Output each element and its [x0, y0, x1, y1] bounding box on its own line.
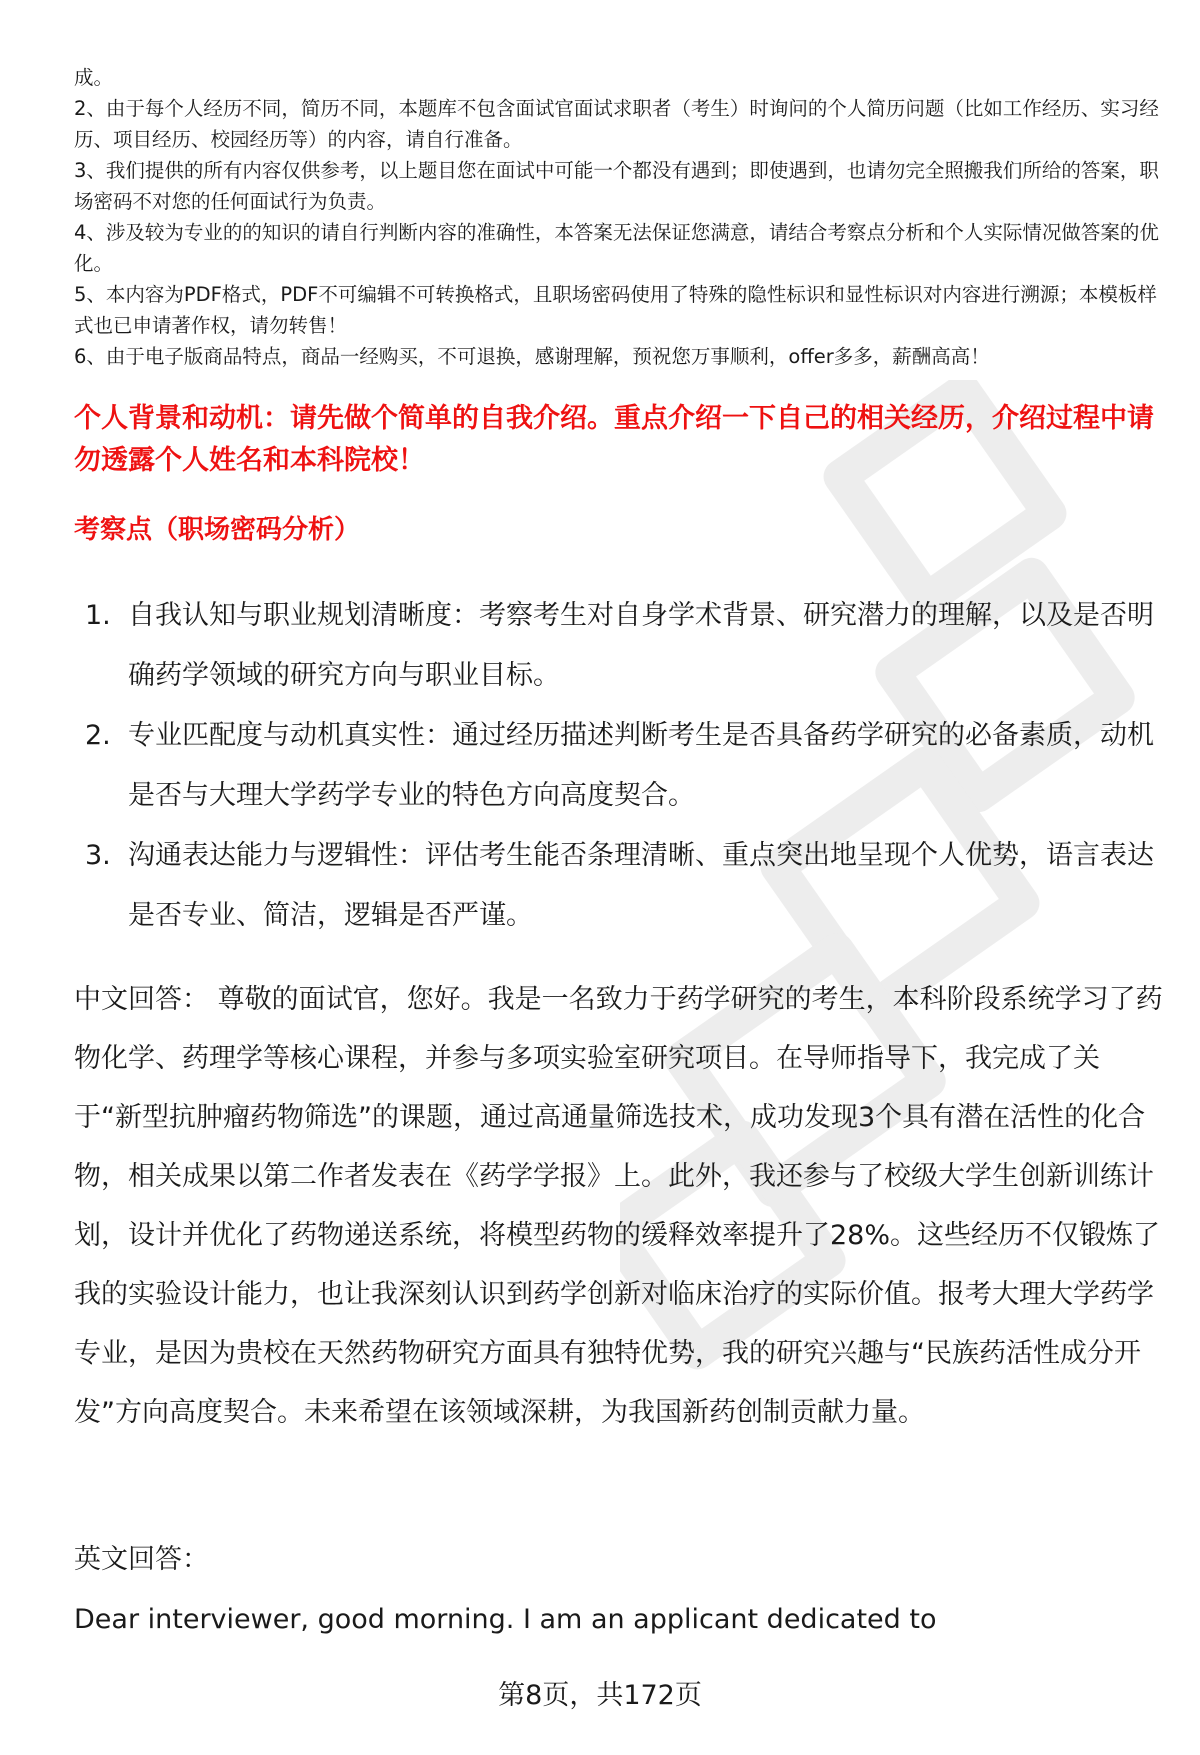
note-line: 6、由于电子版商品特点，商品一经购买，不可退换，感谢理解，预祝您万事顺利，offer多多，薪酬高高！: [74, 345, 990, 368]
list-item-text: 沟通表达能力与逻辑性：评估考生能否条理清晰、重点突出地呈现个人优势，语言表达是否专业、简洁，逻辑是否严谨。: [128, 840, 1154, 931]
list-item-number: 3.: [85, 840, 111, 871]
section-title: 考察点（职场密码分析）: [74, 515, 361, 545]
note-line: 2、由于每个人经历不同，简历不同，本题库不包含面试官面试求职者（考生）时询问的个人简历问题（比如工作经历、实习经历、项目经历、校园经历等）的内容，请自行准备。: [74, 97, 1159, 151]
question-heading: 个人背景和动机：请先做个简单的自我介绍。重点介绍一下自己的相关经历，介绍过程中请勿透露个人姓名和本科院校！: [74, 403, 1154, 476]
list-item-text: 自我认知与职业规划清晰度：考察考生对自身学术背景、研究潜力的理解，以及是否明确药学领域的研究方向与职业目标。: [128, 600, 1154, 691]
list-item-text: 专业匹配度与动机真实性：通过经历描述判断考生是否具备药学研究的必备素质，动机是否与大理大学药学专业的特色方向高度契合。: [128, 720, 1154, 811]
note-line: 成。: [74, 66, 114, 89]
page-footer: 第8页，共172页: [498, 1680, 702, 1711]
list-item-number: 1.: [85, 600, 111, 631]
list-item: [74, 826, 1164, 946]
note-line: 4、涉及较为专业的的知识的请自行判断内容的准确性，本答案无法保证您满意，请结合考察点分析和个人实际情况做答案的优化。: [74, 221, 1159, 275]
note-line: 5、本内容为PDF格式，PDF不可编辑不可转换格式，且职场密码使用了特殊的隐性标识和显性标识对内容进行溯源；本模板样式也已申请著作权，请勿转售！: [74, 283, 1157, 337]
chinese-answer: 中文回答： 尊敬的面试官，您好。我是一名致力于药学研究的考生，本科阶段系统学习了药物化学、药理学等核心课程，并参与多项实验室研究项目。在导师指导下，我完成了关于“新型抗肿瘤药物筛选”的课题，通过高通量筛选技术，成功发现3个具有潜在活性的化合物，相关成果以第二作者发表在《药学学报》上。此外，我还参与了校级大学生创新训练计划，设计并优化了药物递送系统，将模型药物的缓释效率提升了28%。这些经历不仅锻炼了我的实验设计能力，也让我深刻认识到药学创新对临床治疗的实际价值。报考大理大学药学专业，是因为贵校在天然药物研究方面具有独特优势，我的研究兴趣与“民族药活性成分开发”方向高度契合。未来希望在该领域深耕，为我国新药创制贡献力量。: [74, 984, 1163, 1428]
list-item-number: 2.: [85, 720, 111, 751]
list-item: [74, 586, 1164, 706]
english-answer-label: 英文回答：: [74, 1544, 209, 1575]
assessment-points-list: [74, 586, 1164, 946]
list-item: [74, 706, 1164, 826]
note-line: 3、我们提供的所有内容仅供参考，以上题目您在面试中可能一个都没有遇到；即使遇到，也请勿完全照搬我们所给的答案，职场密码不对您的任何面试行为负责。: [74, 159, 1159, 213]
english-answer: Dear interviewer, good morning. I am an applicant dedicated to: [74, 1604, 937, 1635]
notes-block: [74, 62, 1164, 372]
